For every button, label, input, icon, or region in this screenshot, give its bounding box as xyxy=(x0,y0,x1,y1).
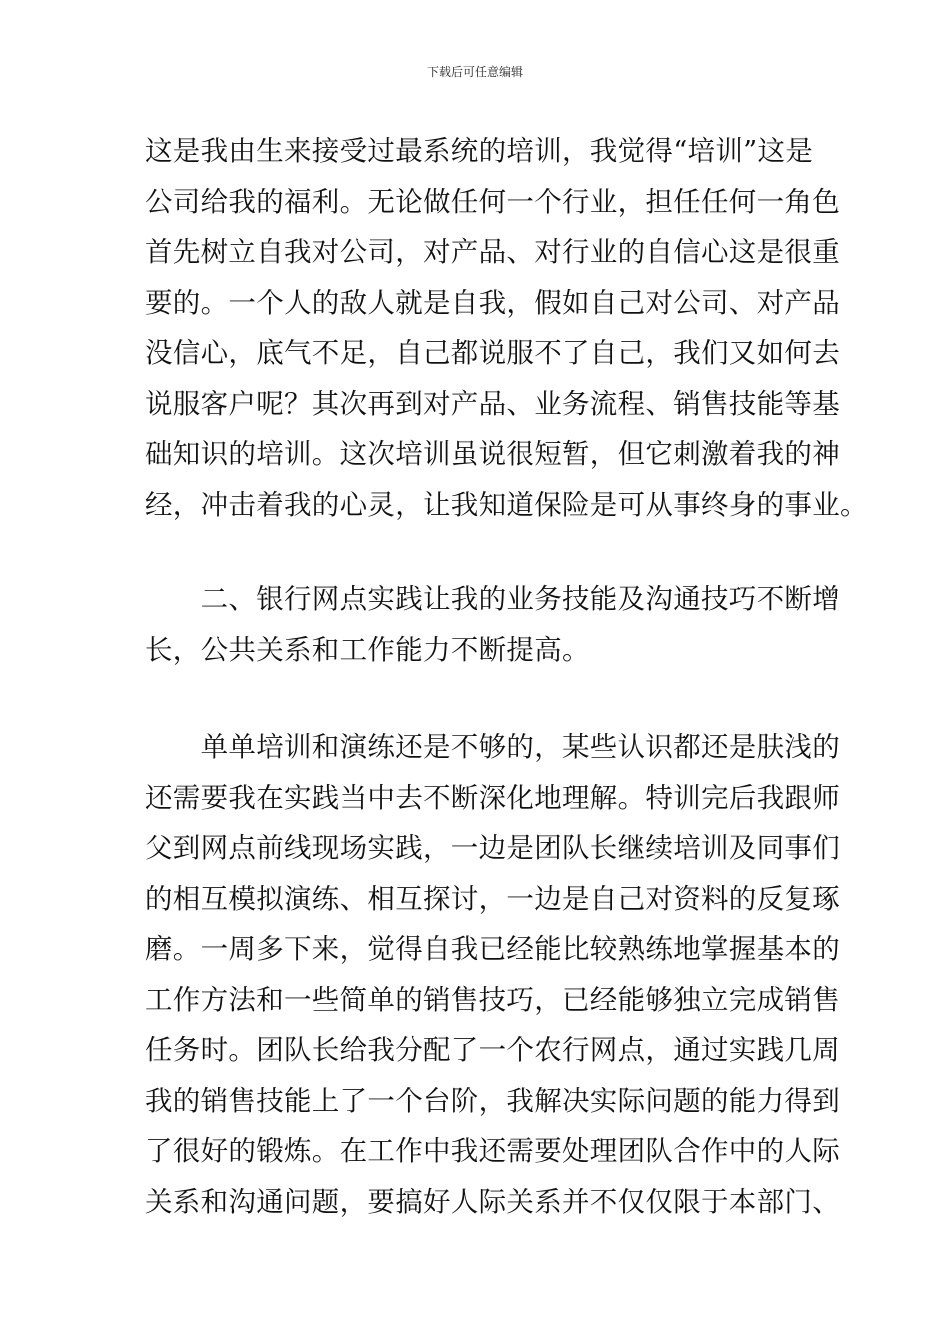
text-line: 的相互模拟演练、相互探讨，一边是自己对资料的反复琢 xyxy=(145,882,840,915)
text-line: 首先树立自我对公司，对产品、对行业的自信心这是很重 xyxy=(145,236,840,268)
paragraph-training xyxy=(145,126,868,530)
text-line: 父到网点前线现场实践，一边是团队长继续培训及同事们 xyxy=(145,832,840,864)
text-line: 说服客户呢？其次再到对产品、业务流程、销售技能等基 xyxy=(145,387,840,420)
text-line: 单单培训和演练还是不够的，某些认识都还是肤浅的 xyxy=(145,731,840,763)
text-line: 磨。一周多下来，觉得自我已经能比较熟练地掌握基本的 xyxy=(145,933,840,965)
text-line: 长，公共关系和工作能力不断提高。 xyxy=(145,633,590,666)
text-line: 要的。一个人的敌人就是自我，假如自己对公司、对产品 xyxy=(145,286,840,319)
text-line: 础知识的培训。这次培训虽说很短暂，但它刺激着我的神 xyxy=(145,438,840,470)
section-heading-two xyxy=(145,574,840,675)
text-line: 工作方法和一些简单的销售技巧，已经能够独立完成销售 xyxy=(145,983,840,1016)
text-line: 这是我由生来接受过最系统的培训，我觉得“培训”这是 xyxy=(145,135,814,167)
text-line: 二、银行网点实践让我的业务技能及沟通技巧不断增 xyxy=(145,583,840,615)
text-line: 还需要我在实践当中去不断深化地理解。特训完后我跟师 xyxy=(145,781,840,814)
text-line: 公司给我的福利。无论做任何一个行业，担任任何一角色 xyxy=(145,185,840,218)
paragraph-practice xyxy=(145,722,840,1227)
text-line: 经，冲击着我的心灵，让我知道保险是可从事终身的事业。 xyxy=(145,488,868,521)
text-line: 任务时。团队长给我分配了一个农行网点，通过实践几周 xyxy=(145,1034,840,1066)
text-line: 没信心，底气不足，自己都说服不了自己，我们又如何去 xyxy=(145,337,840,369)
text-line: 了很好的锻炼。在工作中我还需要处理团队合作中的人际 xyxy=(145,1135,840,1167)
page-header: 下载后可任意编辑 xyxy=(426,65,523,79)
text-line: 我的销售技能上了一个台阶，我解决实际问题的能力得到 xyxy=(145,1084,840,1117)
text-line: 关系和沟通问题，要搞好人际关系并不仅仅限于本部门、 xyxy=(145,1185,840,1218)
